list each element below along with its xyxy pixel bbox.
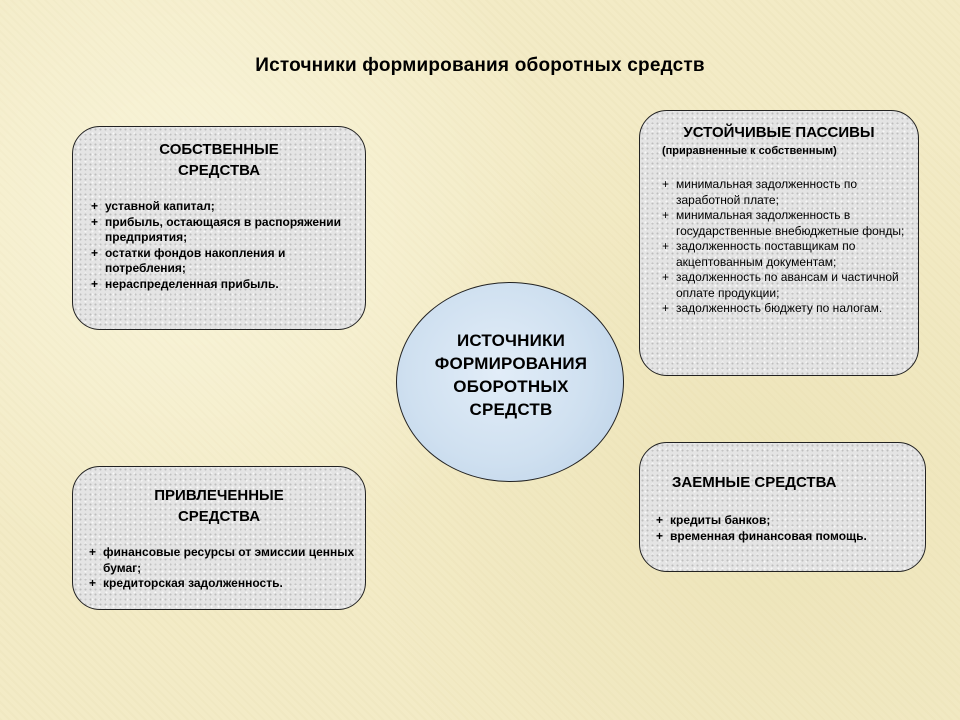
center-label-line: ФОРМИРОВАНИЯ (434, 354, 588, 373)
borrowed-funds-title: ЗАЕМНЫЕ СРЕДСТВА (672, 474, 837, 491)
list-item: + минимальная задолженность в государственные внебюджетные фонды; (662, 208, 905, 238)
list-item: + задолженность по авансам и частичной оплате продукции; (662, 270, 899, 300)
center-label-line: СРЕДСТВ (469, 400, 553, 419)
center-label-line: ИСТОЧНИКИ (456, 331, 566, 350)
plus-bullet: + (662, 270, 670, 284)
slide-title: Источники формирования оборотных средств (255, 55, 705, 76)
center-circle-label (397, 329, 625, 421)
own-funds-list (91, 199, 351, 292)
own-funds-title-line: СОБСТВЕННЫЕ (159, 141, 279, 158)
raised-funds-title (73, 467, 365, 527)
plus-bullet: + (662, 239, 670, 253)
list-item: + остатки фондов накопления и потребления; (91, 245, 286, 275)
borrowed-funds-box (639, 442, 926, 572)
plus-bullet: + (89, 576, 97, 590)
list-item: + минимальная задолженность по заработной плате; (662, 177, 858, 207)
list-item: + кредиты банков; (656, 513, 771, 527)
stable-liabilities-subtitle: (приравненные к собственным) (662, 145, 837, 157)
plus-bullet: + (656, 528, 664, 543)
list-item: + задолженность бюджету по налогам. (662, 301, 883, 315)
plus-bullet: + (91, 214, 99, 229)
plus-bullet: + (662, 208, 670, 222)
list-item: + задолженность поставщикам по акцептованным документам; (662, 239, 856, 269)
stable-liabilities-title: УСТОЙЧИВЫЕ ПАССИВЫ (683, 124, 875, 141)
stable-liabilities-box (639, 110, 919, 376)
center-circle (396, 282, 624, 482)
raised-funds-box (72, 466, 366, 610)
raised-funds-title-line: СРЕДСТВА (177, 508, 261, 525)
list-item: + кредиторская задолженность. (89, 576, 283, 590)
list-item: + уставной капитал; (91, 199, 215, 213)
plus-bullet: + (656, 513, 664, 527)
plus-bullet: + (91, 199, 99, 213)
plus-bullet: + (662, 301, 670, 315)
borrowed-funds-list (656, 513, 916, 544)
list-item: + временная финансовая помощь. (656, 528, 867, 543)
plus-bullet: + (662, 177, 670, 191)
raised-funds-title-line: ПРИВЛЕЧЕННЫЕ (154, 487, 284, 504)
stable-liabilities-list (662, 177, 912, 317)
center-label-line: ОБОРОТНЫХ (453, 377, 569, 396)
raised-funds-list (89, 545, 359, 592)
plus-bullet: + (89, 545, 97, 559)
list-item: + прибыль, остающаяся в распоряжении предприятия; (91, 214, 342, 244)
plus-bullet: + (91, 245, 99, 260)
own-funds-title (73, 127, 365, 181)
own-funds-box (72, 126, 366, 330)
own-funds-title-line: СРЕДСТВА (177, 162, 261, 179)
list-item: + финансовые ресурсы от эмиссии ценных бумаг; (89, 545, 355, 575)
list-item: + нераспределенная прибыль. (91, 276, 279, 291)
plus-bullet: + (91, 276, 99, 291)
